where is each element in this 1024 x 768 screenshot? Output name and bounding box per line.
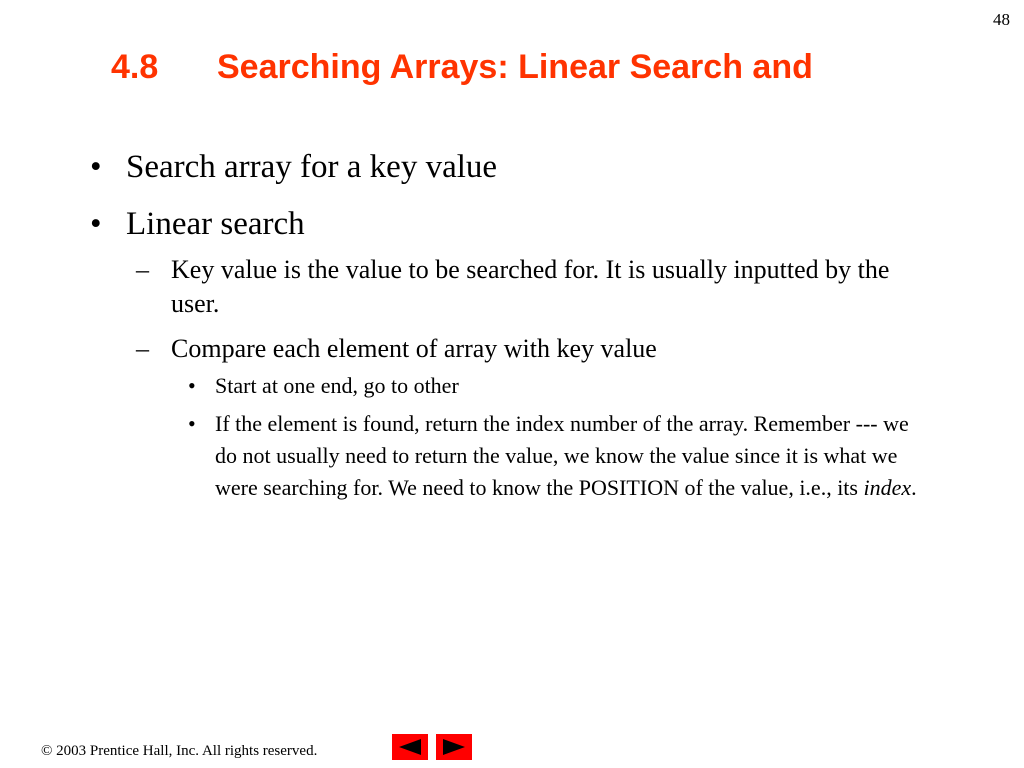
item-element-found (184, 408, 930, 504)
sub-bullet-text: Compare each element of array with key value (171, 334, 657, 363)
copyright-footer: © 2003 Prentice Hall, Inc. All rights reserved. (41, 743, 318, 759)
prev-slide-button[interactable] (392, 734, 428, 760)
item-text: Start at one end, go to other (215, 373, 459, 398)
next-slide-button[interactable] (436, 734, 472, 760)
item-text-end: . (911, 475, 917, 500)
bullet-marker: • (90, 149, 102, 185)
sub-bullet-key-value (136, 253, 930, 321)
arrow-right-icon (441, 738, 467, 756)
page-number: 48 (993, 10, 1010, 29)
section-number: 4.8 (111, 48, 159, 86)
slide-navigation (392, 734, 472, 760)
sub-bullet-text: Key value is the value to be searched for. It is usually inputted by the user. (171, 255, 890, 318)
title-text: Searching Arrays: Linear Search and (217, 48, 813, 86)
bullet-linear-search (90, 205, 930, 243)
bullet-marker: • (188, 373, 196, 398)
bullet-marker: • (188, 411, 196, 436)
slide-content (90, 148, 930, 510)
item-start-end (184, 370, 930, 402)
item-text: If the element is found, return the index number of the array. Remember --- we do not usually need to return the value, we know the value since it is what we were searching for. We need to know the POSITION of the value, i.e., its (215, 411, 909, 500)
bullet-text: Linear search (126, 206, 305, 242)
sub-bullet-compare (136, 332, 930, 366)
dash-marker: – (136, 334, 149, 363)
bullet-text: Search array for a key value (126, 149, 498, 185)
arrow-left-icon (397, 738, 423, 756)
slide-title (111, 48, 813, 87)
bullet-search-array (90, 148, 930, 186)
dash-marker: – (136, 255, 149, 284)
bullet-marker: • (90, 206, 102, 242)
item-emphasis-index: index (863, 475, 912, 500)
